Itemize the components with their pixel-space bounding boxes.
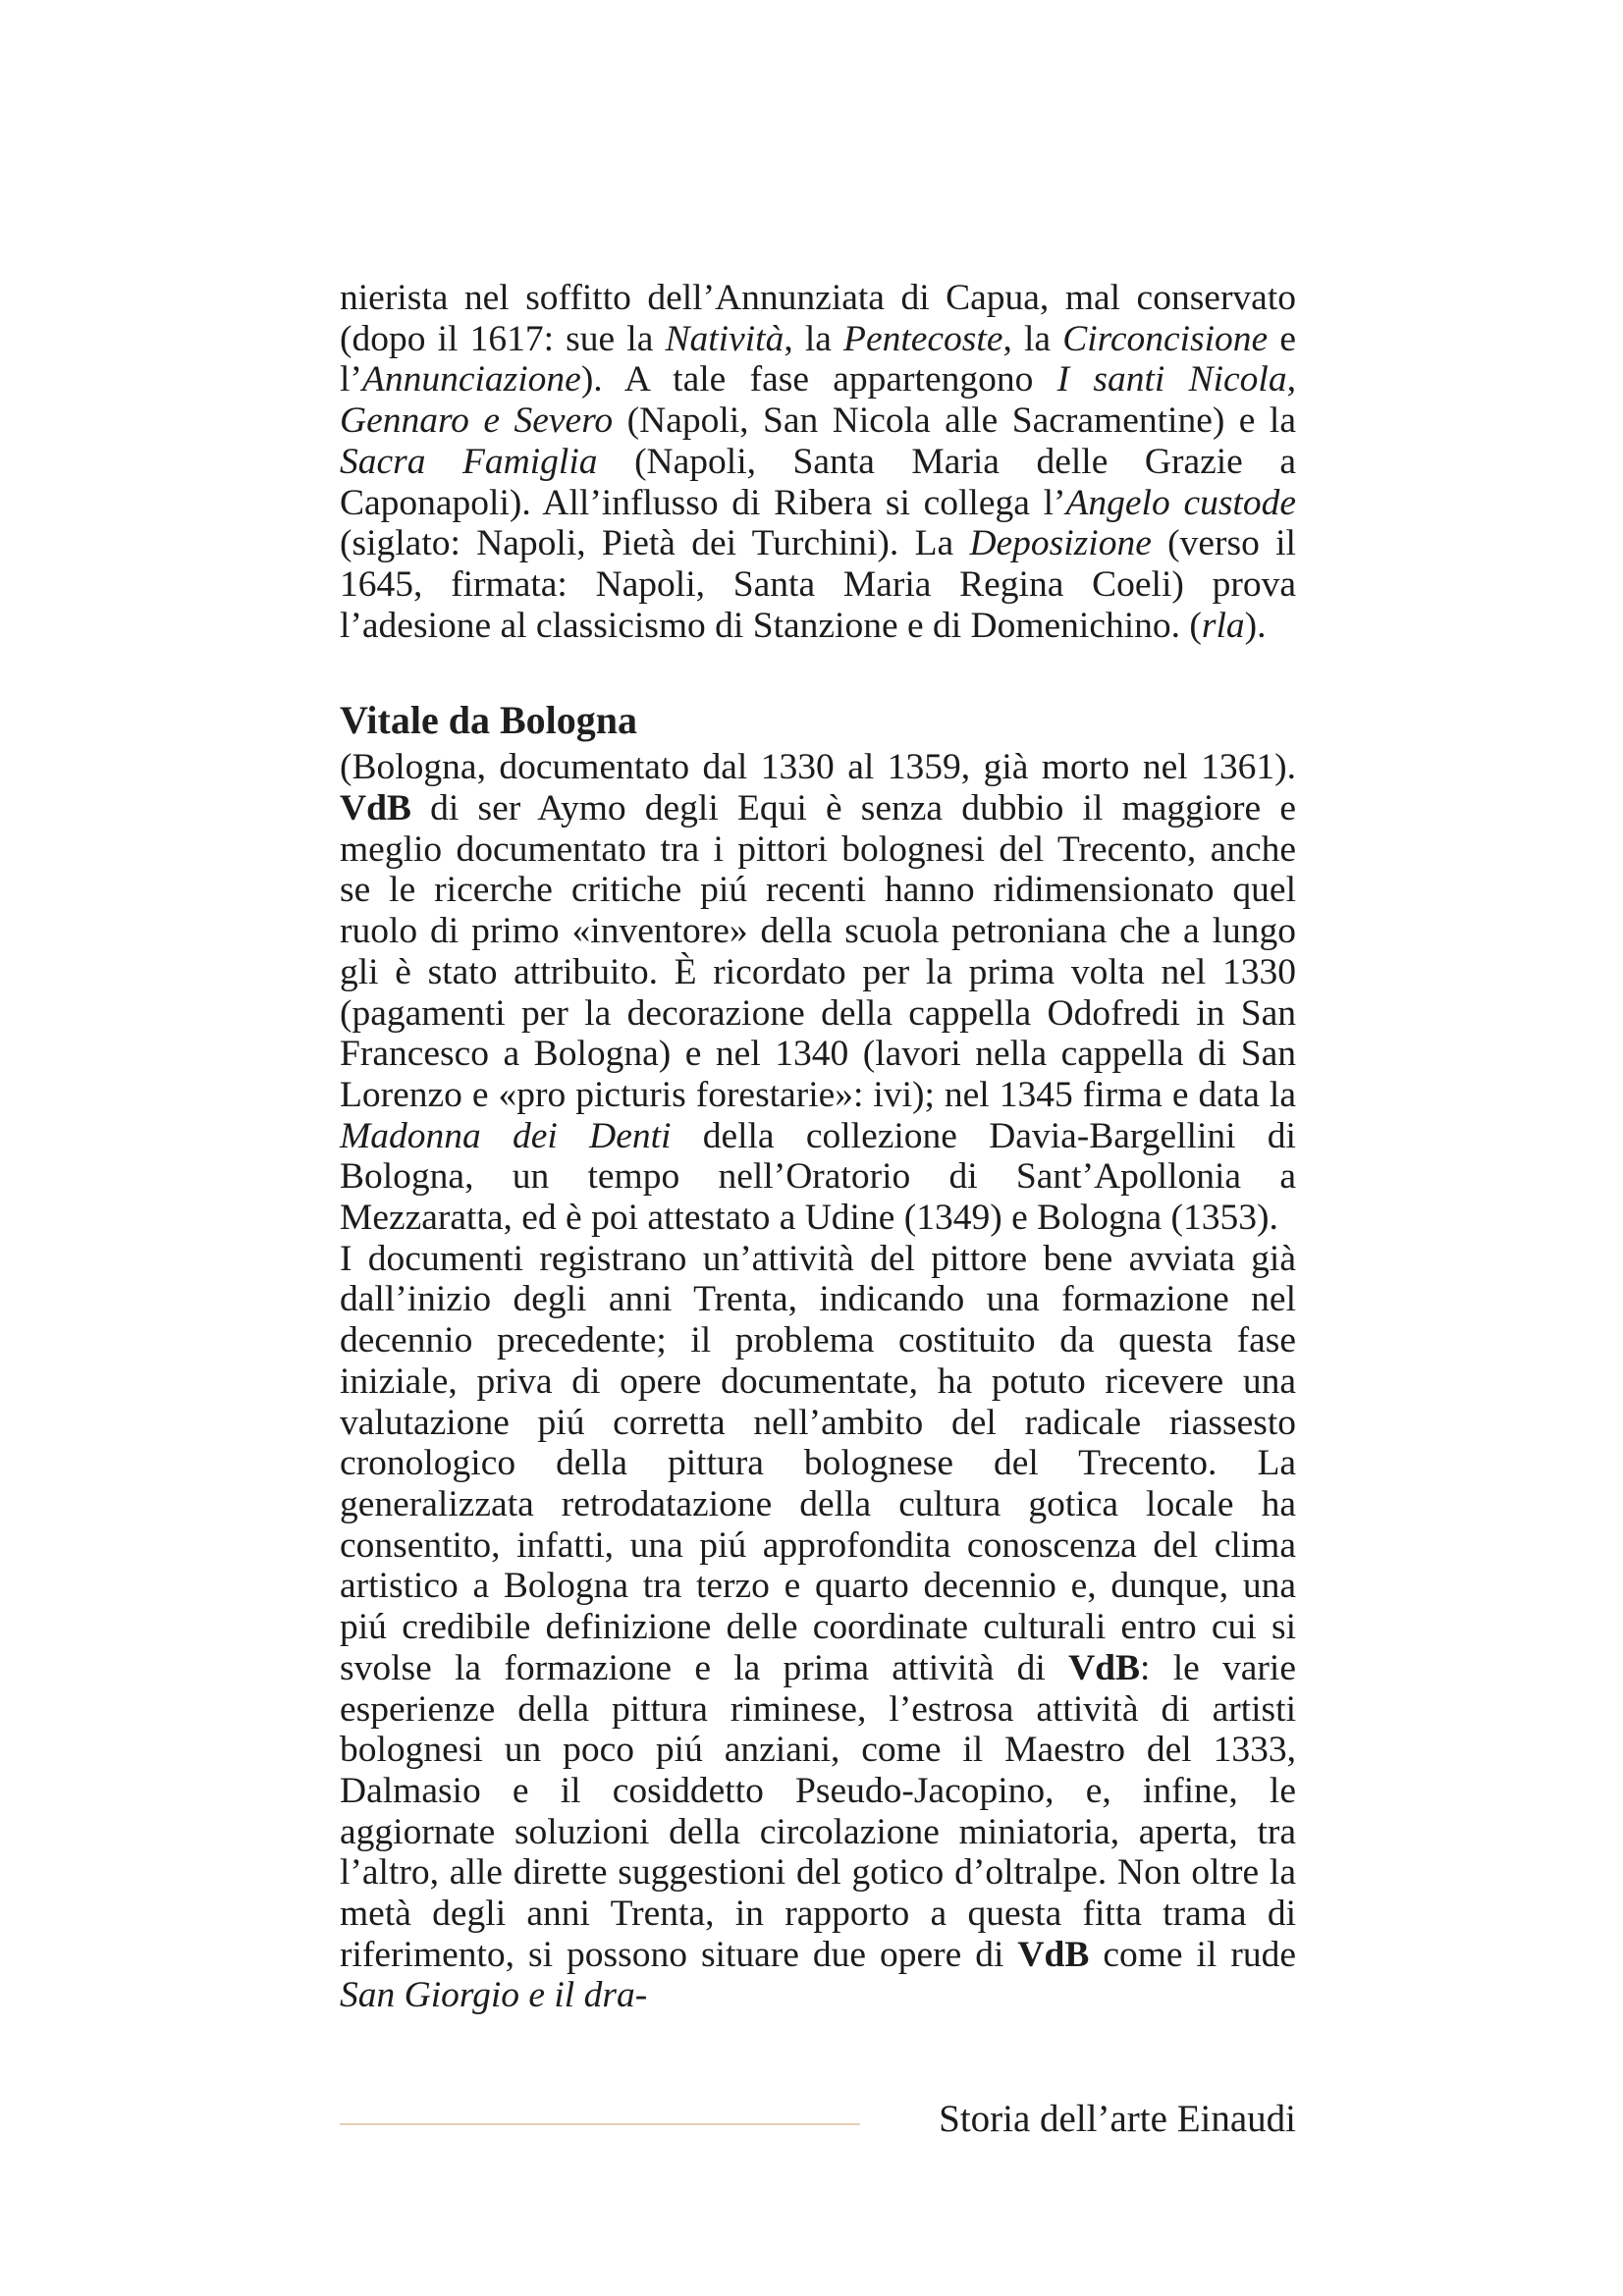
italic-run: Pentecoste: [843, 318, 1003, 359]
text-run: (Napoli, San Nicola alle Sacramentine) e la: [613, 400, 1296, 442]
intro-paragraph: [340, 278, 1296, 646]
footer-rule: [340, 2123, 860, 2125]
text-run: (verso il 1645, firmata: Napoli, Santa Maria Regina Coeli) prova l’adesione al classicismo di Stanzione e di Domenichino. (: [340, 523, 1296, 646]
text-run: , la: [784, 318, 844, 359]
text-run: della collezione Davia-Bargellini di Bologna, un tempo nell’Oratorio di Sant’Apollonia a Mezzaratta, ed è poi attestato a Udine (1349) e Bologna (1353).: [340, 1115, 1296, 1239]
bold-run: VdB: [1017, 1934, 1090, 1975]
text-run: ). A tale fase appartengono: [580, 359, 1057, 400]
text-run: I documenti registrano un’attività del pittore bene avviata già dall’inizio degli anni Trenta, indicando una formazione nel decennio precedente; il problema costituito da questa fase iniziale, priva di opere documentate, ha potuto ricevere una valutazione piú corretta nell’ambito del radicale riassesto cronologico della pittura bolognese del Trecento. La generalizzata retrodatazione della cultura gotica locale ha consentito, infatti, una piú approfondita conoscenza del clima artistico a Bologna tra terzo e quarto decennio e, dunque, una piú credibile definizione delle coordinate culturali entro cui si svolse la formazione e la prima attività di: [340, 1238, 1296, 1688]
italic-run: Circoncisione: [1062, 318, 1269, 359]
italic-run: San Giorgio e il dra-: [340, 1975, 648, 2016]
bold-run: VdB: [340, 788, 411, 829]
italic-run: Angelo custode: [1065, 482, 1296, 523]
text-run: ).: [1244, 605, 1267, 646]
footer-title: Storia dell’arte Einaudi: [939, 2098, 1296, 2140]
text-run: : le varie esperienze della pittura riminese, l’estrosa attività di artisti bolognesi un poco piú anziani, come il Maestro del 1333, Dalmasio e il cosiddetto Pseudo-Jacopino, e, infine, le aggiornate soluzioni della circolazione miniatoria, aperta, tra l’altro, alle dirette suggestioni del gotico d’oltralpe. Non oltre la metà degli anni Trenta, in rapporto a questa fitta trama di riferimento, si possono situare due opere di: [340, 1647, 1296, 1975]
italic-run: rla: [1201, 605, 1245, 646]
italic-run: I santi Nicola, Gennaro e Severo: [340, 359, 1296, 442]
italic-run: Natività: [665, 318, 784, 359]
text-column: [340, 278, 1296, 2016]
text-run: e l’: [340, 318, 1296, 400]
entry-paragraph-1: [340, 747, 1296, 1238]
text-run: (Napoli, Santa Maria delle Grazie a Caponapoli). All’influsso di Ribera si collega l’: [340, 441, 1297, 523]
text-run: di ser Aymo degli Equi è senza dubbio il maggiore e meglio documentato tra i pittori bolognesi del Trecento, anche se le ricerche critiche piú recenti hanno ridimensionato quel ruolo di primo «inventore» della scuola petroniana che a lungo gli è stato attribuito. È ricordato per la prima volta nel 1330 (pagamenti per la decorazione della cappella Odofredi in San Francesco a Bologna) e nel 1340 (lavori nella cappella di San Lorenzo e «pro picturis forestarie»: ivi); nel 1345 firma e data la: [340, 788, 1296, 1115]
text-run: , la: [1002, 318, 1063, 359]
text-run: nierista nel soffitto dell’Annunziata di Capua, mal conservato (dopo il 1617: sue la: [340, 278, 1296, 359]
text-run: (Bologna, documentato dal 1330 al 1359, già morto nel 1361).: [340, 747, 1296, 788]
italic-run: Madonna dei Denti: [340, 1115, 672, 1156]
text-run: (siglato: Napoli, Pietà dei Turchini). La: [340, 523, 970, 564]
entry-heading: Vitale da Bologna: [340, 698, 637, 743]
text-run: come il rude: [1089, 1934, 1296, 1975]
italic-run: Deposizione: [969, 523, 1152, 564]
italic-run: Annunciazione: [361, 359, 581, 400]
entry-paragraph-2: [340, 1239, 1296, 2016]
bold-run: VdB: [1068, 1647, 1141, 1688]
italic-run: Sacra Famiglia: [340, 441, 598, 482]
